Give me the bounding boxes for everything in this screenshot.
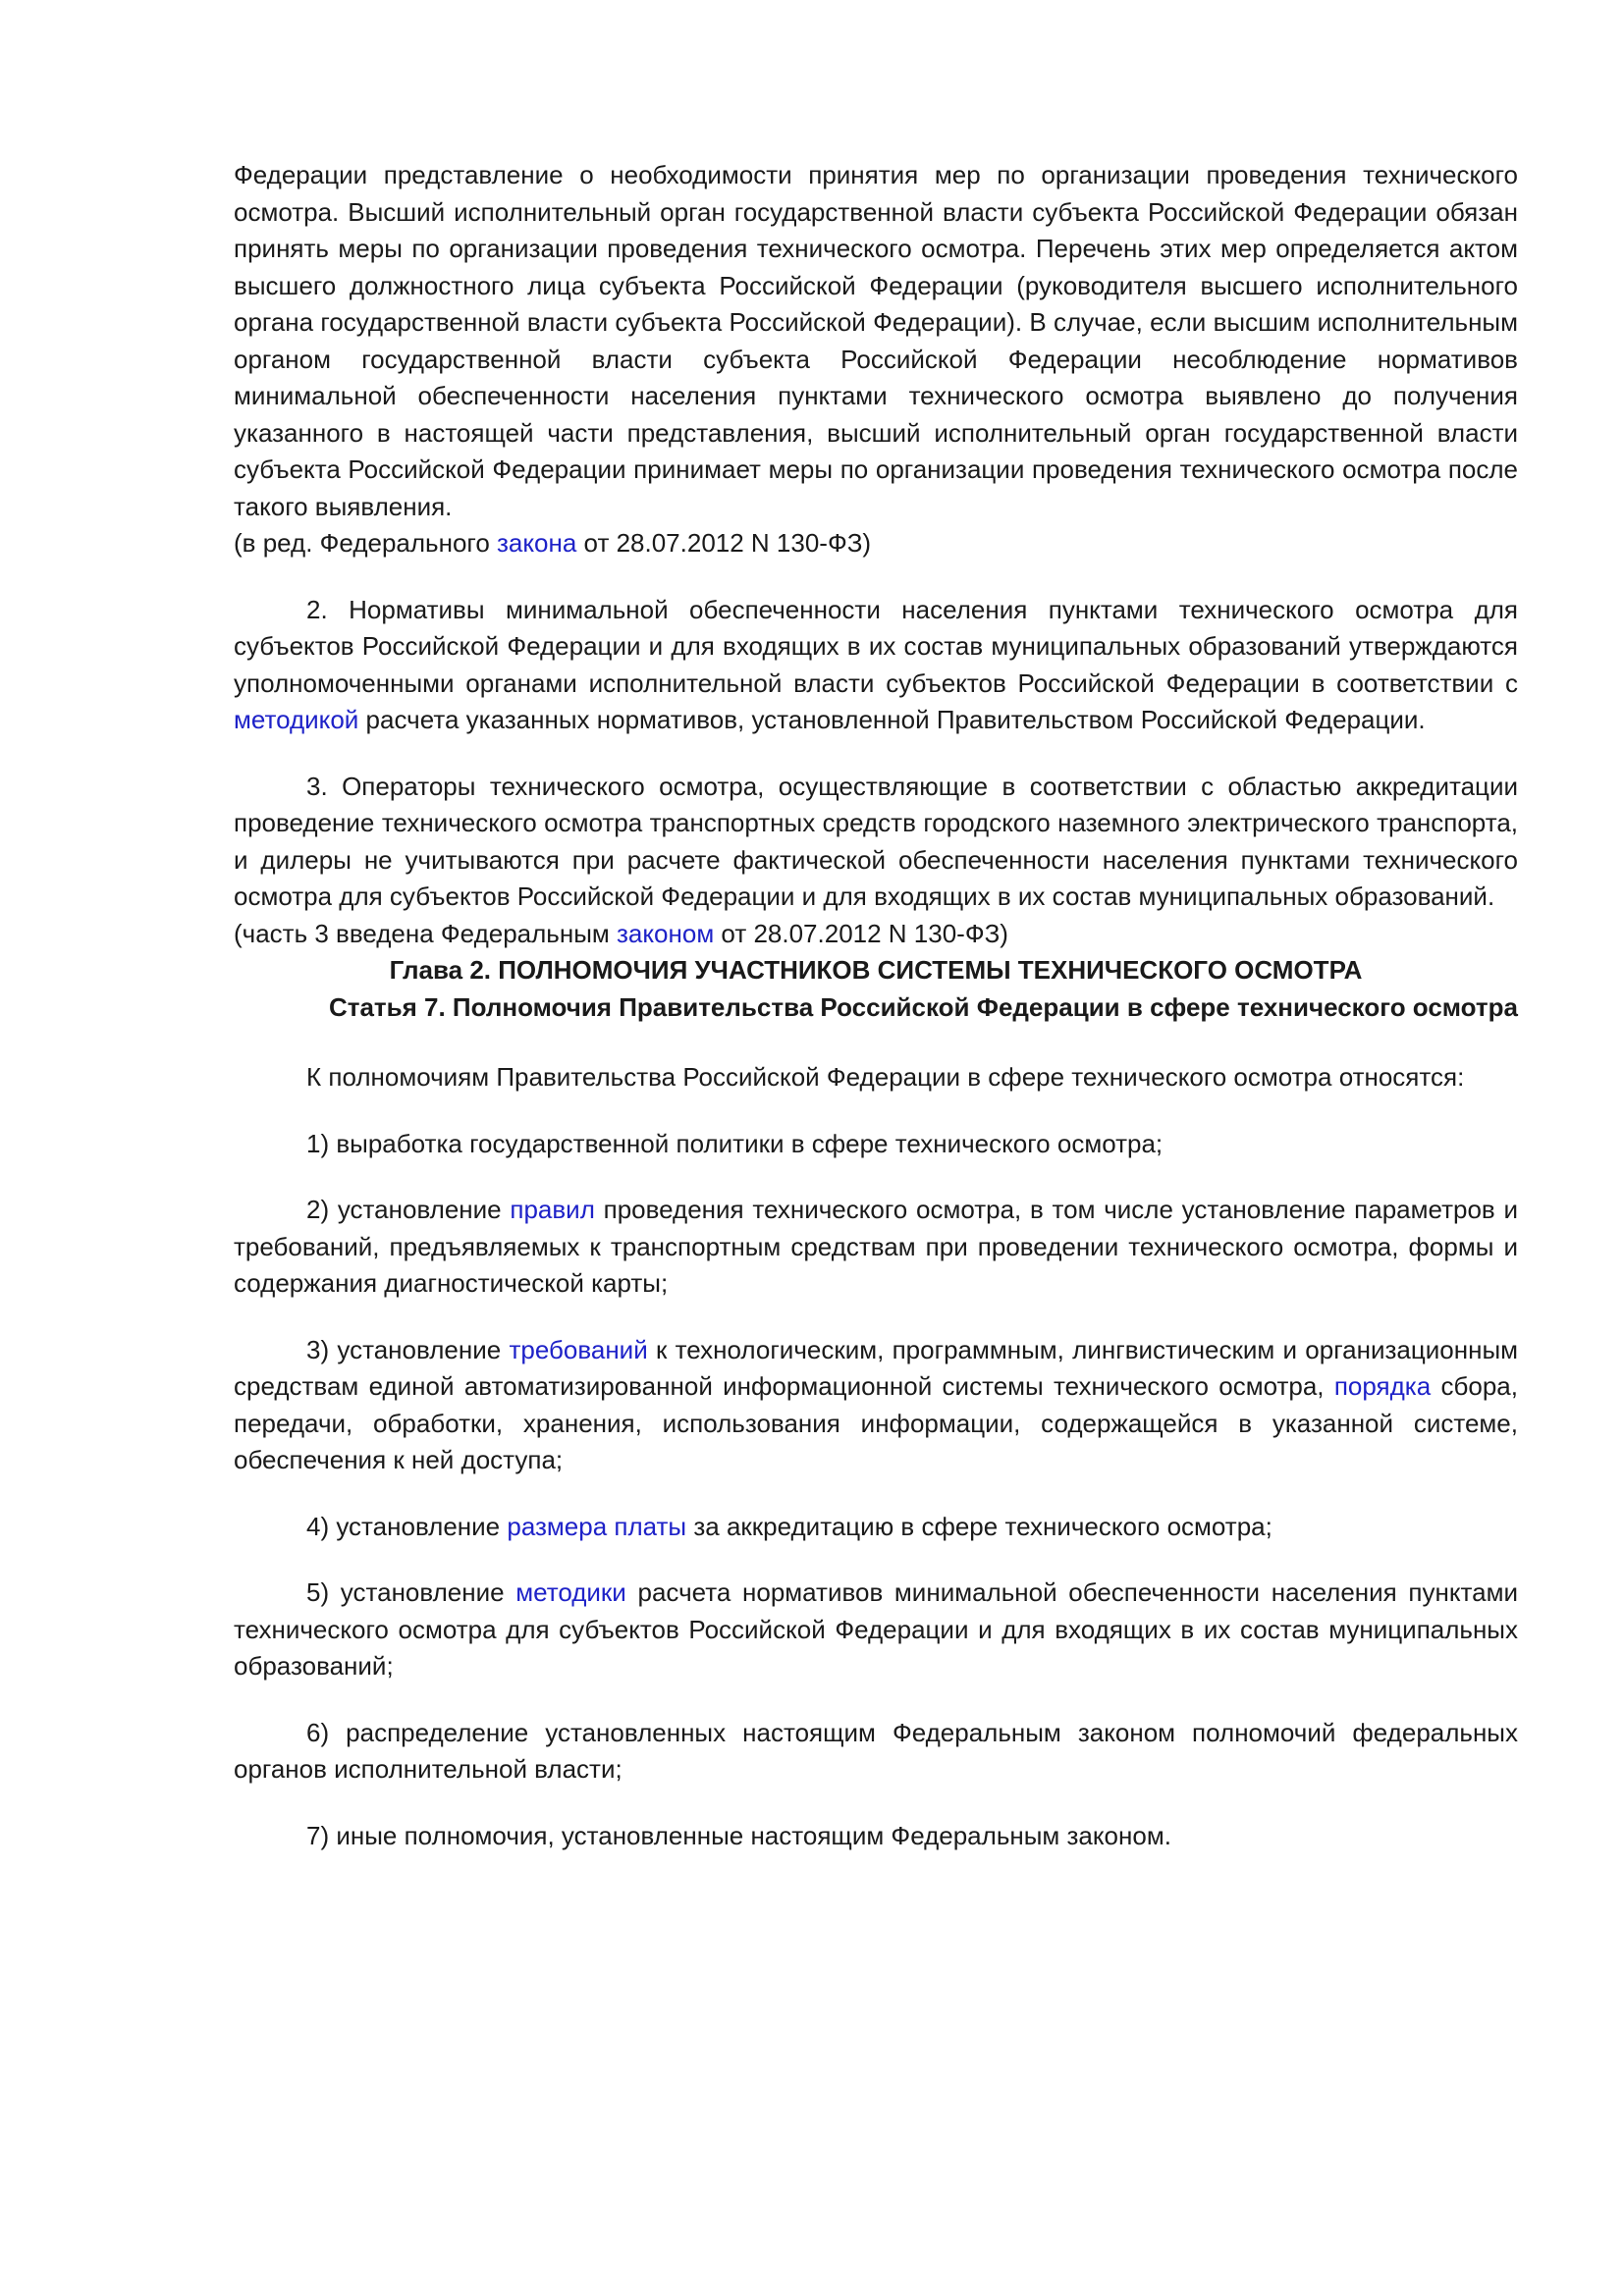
list-item-3 <box>234 1332 1518 1479</box>
fee-amount-link[interactable]: размера платы <box>507 1511 687 1541</box>
list-item-6: 6) распределение установленных настоящим Федеральным законом полномочий федеральных органов исполнительной власти; <box>234 1717 1518 1784</box>
note-text: от 28.07.2012 N 130-ФЗ) <box>714 918 1008 948</box>
list-item-4 <box>234 1509 1518 1546</box>
paragraph-text: Федерации представление о необходимости принятия мер по организации проведения технического осмотра. Высший исполнительный орган государственной власти субъекта Российской Федерации обязан принять меры по организации проведения технического осмотра. Перечень этих мер определяется актом высшего должностного лица субъекта Российской Федерации (руководителя высшего исполнительного органа государственной власти субъекта Российской Федерации). В случае, если высшим исполнительным органом государственной власти субъекта Российской Федерации несоблюдение нормативов минимальной обеспеченности населения пунктами технического осмотра выявлено до получения указанного в настоящей части представления, высший исполнительный орган государственной власти субъекта Российской Федерации принимает меры по организации проведения технического осмотра после такого выявления. <box>234 160 1518 521</box>
methodology-link[interactable]: методики <box>515 1577 626 1607</box>
paragraph-text: 2. Нормативы минимальной обеспеченности населения пунктами технического осмотра для субъектов Российской Федерации и для входящих в их состав муниципальных образований утверждаются уполномоченными органами исполнительной власти субъектов Российской Федерации в соответствии с <box>234 594 1518 698</box>
paragraph-text: 3. Операторы технического осмотра, осуществляющие в соответствии с областью аккредитации проведение технического осмотра транспортных средств городского наземного электрического транспорта, и дилеры не учитываются при расчете фактической обеспеченности населения пунктами технического осмотра для субъектов Российской Федерации и для входящих в их состав муниципальных образований. <box>234 771 1518 911</box>
paragraph-text: расчета указанных нормативов, установленной Правительством Российской Федерации. <box>358 705 1426 734</box>
item-text: сбора, передачи, обработки, хранения, использования информации, содержащейся в указанной системе, обеспечения к ней доступа; <box>234 1371 1518 1474</box>
list-item-2 <box>234 1192 1518 1303</box>
rules-link[interactable]: правил <box>510 1195 595 1224</box>
note-text: от 28.07.2012 N 130-ФЗ) <box>576 528 872 558</box>
item-text: расчета нормативов минимальной обеспеченности населения пунктами технического осмотра для субъектов Российской Федерации и для входящих в их состав муниципальных образований; <box>234 1577 1519 1681</box>
item-text: проведения технического осмотра, в том числе установление параметров и требований, предъявляемых к транспортным средствам при проведении технического осмотра, формы и содержания диагностической карты; <box>234 1195 1518 1298</box>
requirements-link[interactable]: требований <box>509 1334 648 1364</box>
law-link[interactable]: законом <box>617 918 715 948</box>
document-body <box>234 157 1518 1854</box>
list-item-7: 7) иные полномочия, установленные настоящим Федеральным законом. <box>306 1820 1171 1850</box>
amendment-note <box>234 916 1518 953</box>
item-text: 5) установление <box>306 1577 516 1607</box>
amendment-note <box>234 525 1518 562</box>
note-text: (в ред. Федерального <box>234 528 497 558</box>
item-text: 2) установление <box>306 1195 511 1224</box>
article-heading: Статья 7. Полномочия Правительства Российской Федерации в сфере технического осмотра <box>328 991 1518 1022</box>
chapter-heading: Глава 2. ПОЛНОМОЧИЯ УЧАСТНИКОВ СИСТЕМЫ ТЕХНИЧЕСКОГО ОСМОТРА <box>389 955 1363 985</box>
procedure-link[interactable]: порядка <box>1333 1371 1432 1401</box>
paragraph-2 <box>234 592 1518 739</box>
item-text: к технологическим, программным, лингвистическим и организационным средствам единой автоматизированной информационной системы технического осмотра, <box>234 1334 1519 1401</box>
list-item-5 <box>234 1575 1518 1685</box>
paragraph-continuation <box>234 157 1518 525</box>
item-text: 4) установление <box>306 1511 508 1541</box>
paragraph-3 <box>234 769 1518 916</box>
list-item-1: 1) выработка государственной политики в сфере технического осмотра; <box>306 1128 1164 1158</box>
item-text: за аккредитацию в сфере технического осмотра; <box>686 1511 1272 1541</box>
item-text: 3) установление <box>306 1334 510 1364</box>
article-intro: К полномочиям Правительства Российской Федерации в сфере технического осмотра относятся: <box>306 1062 1465 1092</box>
law-link[interactable]: закона <box>497 528 577 558</box>
note-text: (часть 3 введена Федеральным <box>234 918 617 948</box>
methodology-link[interactable]: методикой <box>234 705 359 734</box>
